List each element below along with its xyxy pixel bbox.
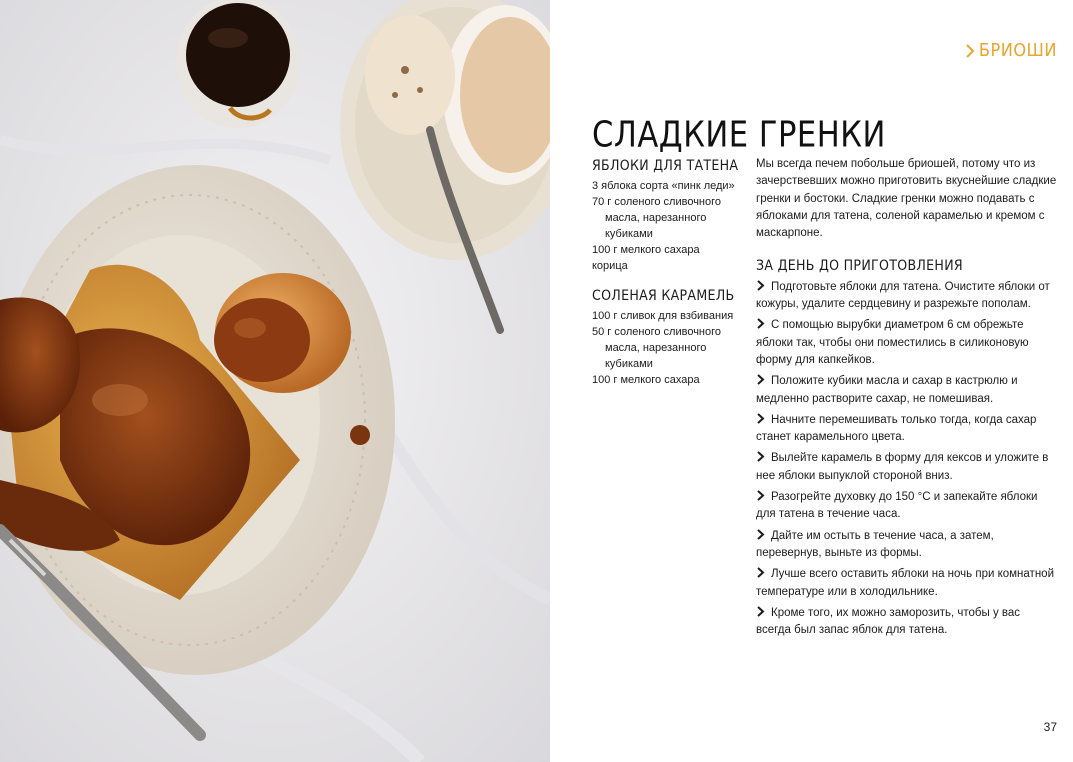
- ingredient-item: 100 г сливок для взбивания: [592, 310, 734, 322]
- ingredient-item: корица: [592, 260, 628, 272]
- ingredient-item: 100 г мелкого сахара: [592, 244, 700, 256]
- step-item: [756, 279, 1058, 314]
- ingredients-column: [592, 158, 742, 402]
- step-text: Дайте им остыть в течение часа, а затем, перевернув, выньте из формы.: [756, 529, 994, 559]
- caramelized-apple: [214, 273, 351, 393]
- step-text: Кроме того, их можно заморозить, чтобы у вас всегда был запас яблок для татена.: [756, 606, 1021, 637]
- bullet-arrow-icon: [756, 490, 766, 501]
- sauce-jug: [176, 0, 300, 128]
- step-text: С помощью вырубки диаметром 6 см обрежьте яблоки так, чтобы они поместились в силиконовую форму для капкейков.: [756, 319, 1029, 366]
- step-item: [756, 373, 1058, 408]
- step-item: [756, 528, 1058, 563]
- bullet-arrow-icon: [756, 567, 766, 578]
- step-text: Разогрейте духовку до 150 °С и запекайте яблоки для татена в течение часа.: [756, 491, 1038, 521]
- ingredient-group-apples: [592, 158, 742, 274]
- recipe-title: СЛАДКИЕ ГРЕНКИ: [592, 113, 886, 156]
- step-item: [756, 317, 1058, 369]
- recipe-page: [550, 0, 1073, 762]
- ingredient-item: 70 г соленого сливочного масла, нарезанного кубиками: [592, 196, 722, 240]
- steps-heading: ЗА ДЕНЬ ДО ПРИГОТОВЛЕНИЯ: [756, 258, 963, 275]
- section-label: БРИОШИ: [978, 40, 1057, 61]
- step-item: [756, 566, 1058, 601]
- section-tag: [965, 40, 1057, 61]
- bullet-arrow-icon: [756, 318, 766, 329]
- intro-text: Мы всегда печем побольше бриошей, потому что из зачерствевших можно приготовить вкуснейшие сладкие гренки и бостоки. Сладкие гренки можно подавать с яблоками для татена, соленой карамелью и кремом с маскарпоне.: [756, 158, 1057, 240]
- ingredient-item: 50 г соленого сливочного масла, нарезанного кубиками: [592, 326, 722, 370]
- step-item: [756, 605, 1058, 640]
- page-number: 37: [1043, 720, 1057, 734]
- step-item: [756, 489, 1058, 524]
- step-text: Подготовьте яблоки для татена. Очистите яблоки от кожуры, удалите сердцевину и разрежьте пополам.: [756, 280, 1050, 311]
- step-item: [756, 450, 1058, 485]
- step-item: [756, 412, 1058, 447]
- step-text: Начните перемешивать только тогда, когда сахар станет карамельного цвета.: [756, 413, 1037, 444]
- step-text: Лучше всего оставить яблоки на ночь при комнатной температуре или в холодильнике.: [756, 568, 1054, 598]
- chevron-right-icon: [965, 44, 975, 58]
- bullet-arrow-icon: [756, 374, 766, 385]
- bullet-arrow-icon: [756, 413, 766, 424]
- bullet-arrow-icon: [756, 451, 766, 462]
- instructions-column: [756, 156, 1058, 643]
- steps-list: [756, 279, 1058, 640]
- bullet-arrow-icon: [756, 606, 766, 617]
- ingredient-item: 3 яблока сорта «пинк леди»: [592, 180, 735, 192]
- ingredient-group-heading: ЯБЛОКИ ДЛЯ ТАТЕНА: [592, 158, 739, 174]
- ingredient-item: 100 г мелкого сахара: [592, 374, 700, 386]
- step-text: Положите кубики масла и сахар в кастрюлю и медленно растворите сахар, не помешивая.: [756, 375, 1018, 405]
- bullet-arrow-icon: [756, 529, 766, 540]
- ingredient-group-caramel: [592, 288, 742, 388]
- caramel-drop: [350, 425, 370, 445]
- step-text: Вылейте карамель в форму для кексов и уложите в нее яблоки выпуклой стороной вниз.: [756, 452, 1049, 482]
- ingredient-group-heading: СОЛЕНАЯ КАРАМЕЛЬ: [592, 288, 735, 304]
- bullet-arrow-icon: [756, 280, 766, 291]
